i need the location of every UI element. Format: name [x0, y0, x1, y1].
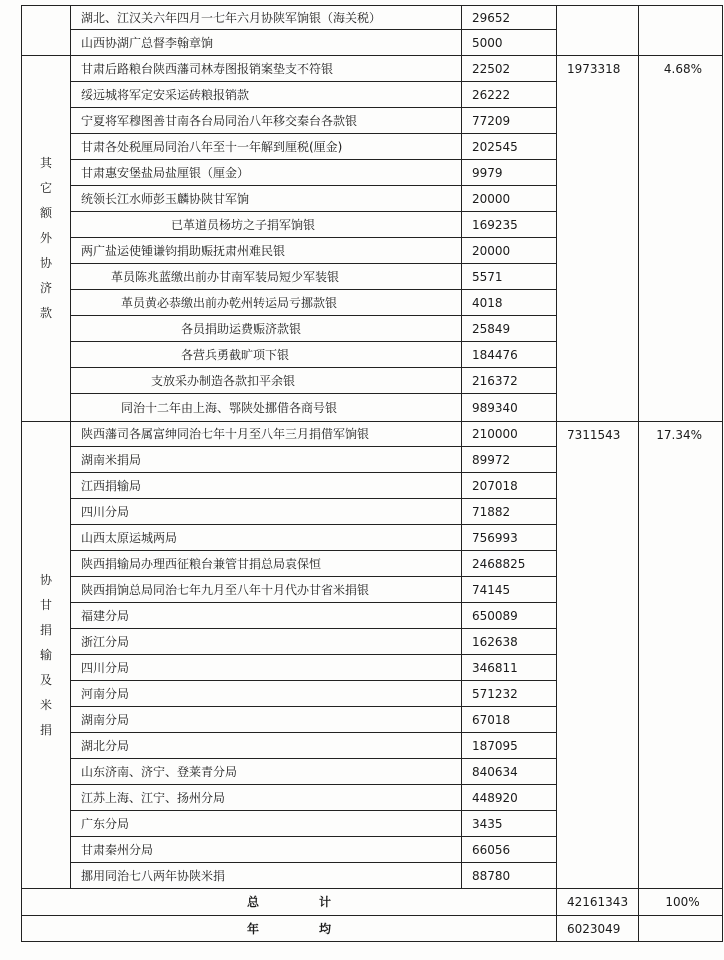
table-body [22, 6, 723, 942]
average-label: 年 均 [22, 916, 557, 942]
amount-cell: 207018 [462, 473, 557, 499]
item-cell: 浙江分局 [71, 629, 462, 655]
amount-cell: 162638 [462, 629, 557, 655]
amount-cell: 448920 [462, 785, 557, 811]
item-cell: 各营兵勇截旷项下银 [71, 342, 462, 368]
item-cell: 挪用同治七八两年协陕米捐 [71, 863, 462, 889]
item-cell: 山西协湖广总督李翰章饷 [71, 30, 462, 56]
item-cell: 湖南分局 [71, 707, 462, 733]
average-value: 6023049 [557, 916, 639, 942]
amount-cell: 184476 [462, 342, 557, 368]
item-cell: 四川分局 [71, 655, 462, 681]
item-cell: 湖南米捐局 [71, 447, 462, 473]
amount-cell: 9979 [462, 160, 557, 186]
item-cell: 湖北、江汉关六年四月一七年六月协陕军饷银（海关税） [71, 6, 462, 30]
amount-cell: 22502 [462, 56, 557, 82]
item-cell: 革员陈兆蓝缴出前办甘南军装局短少军装银 [71, 264, 462, 290]
item-cell: 绥远城将军定安采运砖粮报销款 [71, 82, 462, 108]
subtotal-cell-empty [557, 6, 639, 56]
item-cell: 湖北分局 [71, 733, 462, 759]
amount-cell: 20000 [462, 186, 557, 212]
amount-cell: 20000 [462, 238, 557, 264]
item-cell: 宁夏将军穆图善甘南各台局同治八年移交秦台各款银 [71, 108, 462, 134]
average-percent-empty [639, 916, 723, 942]
percent-cell-empty [639, 6, 723, 56]
percent-cell: 4.68% [639, 56, 723, 422]
amount-cell: 187095 [462, 733, 557, 759]
total-label: 总 计 [22, 889, 557, 916]
item-cell: 陕西捐输局办理西征粮台兼管甘捐总局袁保恒 [71, 551, 462, 577]
amount-cell: 88780 [462, 863, 557, 889]
amount-cell: 29652 [462, 6, 557, 30]
subtotal-cell: 7311543 [557, 422, 639, 889]
item-cell: 陕西藩司各属富绅同治七年十月至八年三月捐借军饷银 [71, 422, 462, 447]
amount-cell: 989340 [462, 394, 557, 422]
amount-cell: 5571 [462, 264, 557, 290]
amount-cell: 571232 [462, 681, 557, 707]
amount-cell: 5000 [462, 30, 557, 56]
amount-cell: 216372 [462, 368, 557, 394]
amount-cell: 3435 [462, 811, 557, 837]
item-cell: 已革道员杨坊之子捐军饷银 [71, 212, 462, 238]
amount-cell: 169235 [462, 212, 557, 238]
item-cell: 山西太原运城两局 [71, 525, 462, 551]
item-cell: 四川分局 [71, 499, 462, 525]
total-row [22, 889, 723, 916]
amount-cell: 650089 [462, 603, 557, 629]
category-label-donations: 协甘捐输及米捐 [22, 422, 71, 889]
item-cell: 陕西捐饷总局同治七年九月至八年十月代办甘省米捐银 [71, 577, 462, 603]
item-cell: 甘肃后路粮台陕西藩司林寿图报销案垫支不符银 [71, 56, 462, 82]
amount-cell: 840634 [462, 759, 557, 785]
amount-cell: 74145 [462, 577, 557, 603]
amount-cell: 4018 [462, 290, 557, 316]
table-row [22, 6, 723, 30]
amount-cell: 26222 [462, 82, 557, 108]
table-row [22, 422, 723, 447]
item-cell: 广东分局 [71, 811, 462, 837]
category-cell-empty [22, 6, 71, 56]
table-row [22, 56, 723, 82]
item-cell: 甘肃秦州分局 [71, 837, 462, 863]
amount-cell: 77209 [462, 108, 557, 134]
item-cell: 福建分局 [71, 603, 462, 629]
amount-cell: 2468825 [462, 551, 557, 577]
amount-cell: 89972 [462, 447, 557, 473]
item-cell: 同治十二年由上海、鄂陕处挪借各商号银 [71, 394, 462, 422]
item-cell: 甘肃各处税厘局同治八年至十一年解到厘税(厘金) [71, 134, 462, 160]
amount-cell: 210000 [462, 422, 557, 447]
item-cell: 甘肃惠安堡盐局盐厘银（厘金） [71, 160, 462, 186]
amount-cell: 756993 [462, 525, 557, 551]
item-cell: 统领长江水师彭玉麟协陕甘军饷 [71, 186, 462, 212]
item-cell: 河南分局 [71, 681, 462, 707]
item-cell: 革员黄必恭缴出前办乾州转运局亏挪款银 [71, 290, 462, 316]
category-label-other: 其它额外协济款 [22, 56, 71, 422]
item-cell: 各员捐助运费赈济款银 [71, 316, 462, 342]
item-cell: 支放采办制造各款扣平余银 [71, 368, 462, 394]
amount-cell: 66056 [462, 837, 557, 863]
funding-table [21, 5, 723, 942]
amount-cell: 202545 [462, 134, 557, 160]
amount-cell: 71882 [462, 499, 557, 525]
amount-cell: 346811 [462, 655, 557, 681]
percent-cell: 17.34% [639, 422, 723, 889]
amount-cell: 67018 [462, 707, 557, 733]
total-value: 42161343 [557, 889, 639, 916]
amount-cell: 25849 [462, 316, 557, 342]
total-percent: 100% [639, 889, 723, 916]
item-cell: 两广盐运使锺谦钧捐助赈抚肃州难民银 [71, 238, 462, 264]
average-row [22, 916, 723, 942]
item-cell: 江西捐输局 [71, 473, 462, 499]
subtotal-cell: 1973318 [557, 56, 639, 422]
item-cell: 江苏上海、江宁、扬州分局 [71, 785, 462, 811]
item-cell: 山东济南、济宁、登莱青分局 [71, 759, 462, 785]
